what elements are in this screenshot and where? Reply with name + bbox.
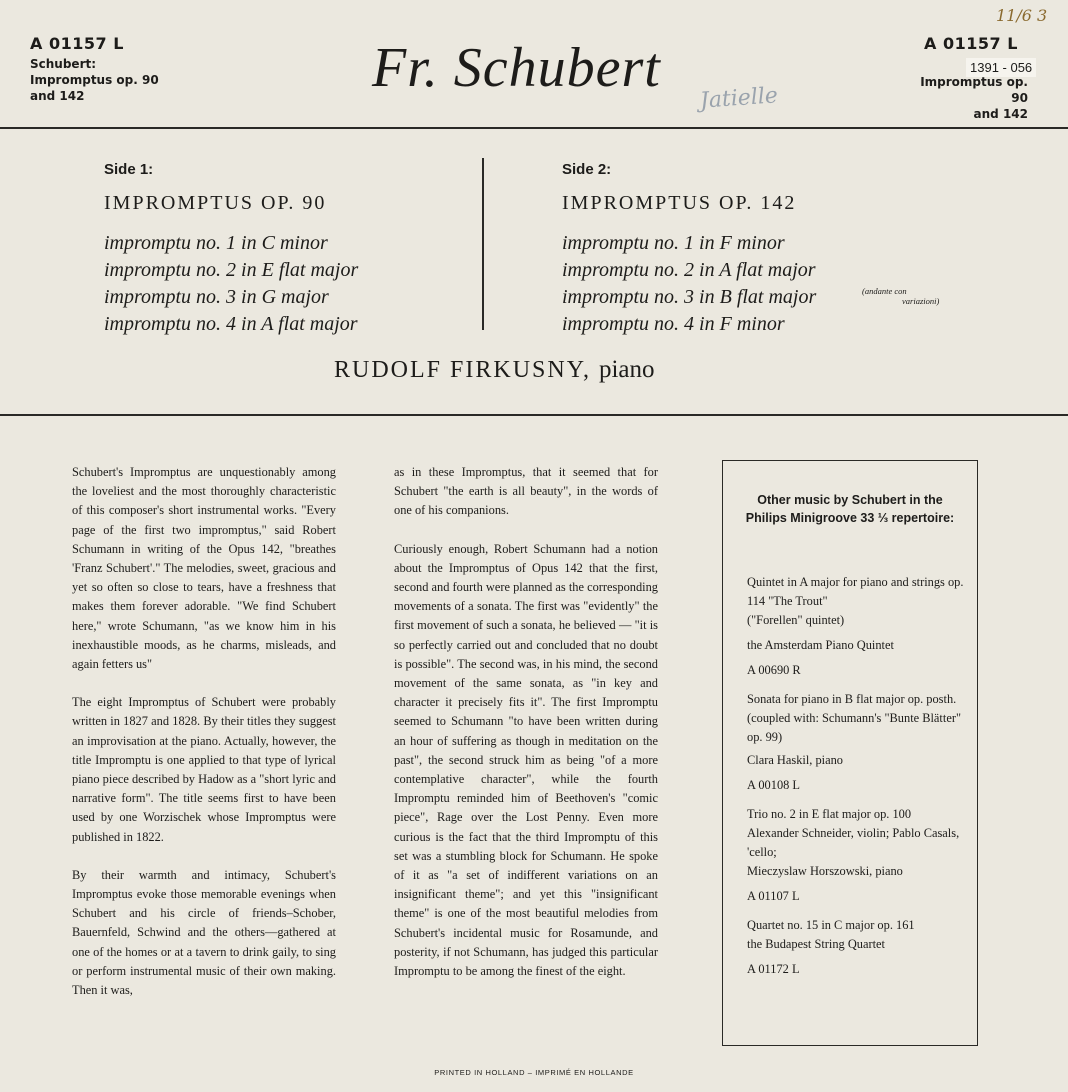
body-divider bbox=[0, 414, 1068, 416]
side2-track: impromptu no. 4 in F minor bbox=[562, 313, 785, 335]
other-music-catalog: A 00108 L bbox=[747, 778, 801, 792]
composer-title: Fr. Schubert bbox=[372, 37, 661, 99]
other-music-item: Quintet in A major for piano and strings op. 114 "The Trout" ("Forellen" quintet) bbox=[747, 575, 964, 627]
performer-instrument: piano bbox=[598, 356, 655, 383]
liner-paragraph: as in these Impromptus, that it seemed that for Schubert "the earth is all beauty", in the words of one of his companions. bbox=[394, 465, 658, 518]
other-music-catalog: A 01172 L bbox=[747, 962, 800, 976]
performer-name: RUDOLF FIRKUSNY, bbox=[334, 357, 591, 383]
side2-opus: IMPROMPTUS OP. 142 bbox=[562, 192, 797, 214]
other-music-catalog: A 00690 R bbox=[747, 663, 801, 677]
price-sticker: 1391 - 056 bbox=[966, 58, 1036, 77]
subtitle-right: Impromptus op. 90 and 142 bbox=[920, 75, 1028, 121]
print-origin-footer: PRINTED IN HOLLAND – IMPRIMÉ EN HOLLANDE bbox=[434, 1068, 634, 1077]
liner-paragraph: The eight Impromptus of Schubert were probably written in 1827 and 1828. By their titles they suggest an improvisation at the piano. Actually, however, the title Impromptu is one applied to that type of lyrical piano piece described by Hadow as a "short lyric and narrative form". The title seems first to have been used by one Worzischek whose Impromptus were published in 1822. bbox=[72, 695, 336, 844]
catalog-number-right: A 01157 L bbox=[924, 34, 1018, 53]
side2-track: impromptu no. 3 in B flat major bbox=[562, 286, 817, 308]
side1-track-list bbox=[104, 230, 358, 338]
side1-track: impromptu no. 4 in A flat major bbox=[104, 313, 358, 335]
liner-paragraph: By their warmth and intimacy, Schubert's Impromptus evoke those memorable evenings when Schubert and his circle of friends–Schober, Bauernfeld, Schwind and the others—gathered at one of the homes or at a tavern to drink gaily, to sing or perform instrumental music of their own making. Then it was, bbox=[72, 867, 336, 998]
other-music-item: Clara Haskil, piano bbox=[747, 753, 844, 767]
handwritten-note: Jatielle bbox=[699, 83, 779, 114]
other-music-item: the Amsterdam Piano Quintet bbox=[747, 638, 894, 652]
side1-track: impromptu no. 1 in C minor bbox=[104, 232, 328, 254]
other-music-box bbox=[722, 460, 978, 1046]
sides-divider bbox=[482, 158, 484, 330]
other-music-heading: Other music by Schubert in the Philips Minigroove 33 ⅓ repertoire: bbox=[745, 493, 955, 525]
header-divider bbox=[0, 127, 1068, 129]
liner-paragraph: Schubert's Impromptus are unquestionably among the loveliest and the most thoroughly characteristic of this composer's short instrumental works. "Every page of the first two impromptus," said Robert Schumann in writing of the Opus 142, "breathes 'Franz Schubert'." The melodies, sweet, gracious and yet so often so close to tears, have a freshness that makes them forever adorable. "We find Schubert here," wrote Schumann, "as we know him in his inexhaustible moods, as he charms, misleads, and again fetters us" bbox=[72, 465, 336, 672]
liner-notes-column-2 bbox=[394, 463, 658, 1000]
performer-credit bbox=[334, 356, 655, 384]
other-music-item: Trio no. 2 in E flat major op. 100 Alexander Schneider, violin; Pablo Casals, 'cello; Mieczyslaw Horszowski, piano bbox=[747, 807, 960, 878]
other-music-list bbox=[747, 573, 965, 979]
side2-track-list bbox=[562, 230, 816, 338]
side2-heading: Side 2: bbox=[562, 161, 612, 178]
side1-track: impromptu no. 3 in G major bbox=[104, 286, 329, 308]
liner-notes-column-1 bbox=[72, 463, 336, 1019]
side1-opus: IMPROMPTUS OP. 90 bbox=[104, 192, 327, 214]
other-music-catalog: A 01107 L bbox=[747, 889, 800, 903]
catalog-number-left: A 01157 L bbox=[30, 34, 124, 53]
handwritten-corner-note: 11/6 3 bbox=[996, 6, 1048, 25]
side1-track: impromptu no. 2 in E flat major bbox=[104, 259, 359, 281]
other-music-item: Quartet no. 15 in C major op. 161 the Budapest String Quartet bbox=[747, 918, 915, 951]
subtitle-left: Schubert: Impromptus op. 90 and 142 bbox=[30, 57, 159, 103]
side2-track: impromptu no. 2 in A flat major bbox=[562, 259, 816, 281]
other-music-item: Sonata for piano in B flat major op. posth. (coupled with: Schumann's "Bunte Blätter" op. 99) bbox=[747, 692, 962, 744]
liner-paragraph: Curiously enough, Robert Schumann had a notion about the Impromptus of Opus 142 that the first, second and fourth were planned as the corresponding movements of a sonata. The first was "evidently" the first movement of such a sonata, he believed — "it is so perfectly carried out and concluded that no doubt is possible". The second was, in his mind, the second movement of the same sonata, as "in key and character it precisely fits it". The first Impromptu seemed to Schumann "to have been written during an hour of suffering as though in meditation on the past", the second struck him as being "of a more contemplative character", while the fourth Impromptu reminded him of Beethoven's "comic piece", Rage over the Lost Penny. Even more curious is the fact that the third Impromptu of this set was a stumbling block for Schumann. He spoke of it as "a set of indifferent variations on an insignificant theme"; and yet this "insignificant theme" is one of the most beautiful melodies from Schubert's incidental music for Rosamunde, and posterity, if not Schumann, has judged this particular Impromptu to be among the finest of the eight. bbox=[394, 541, 658, 979]
side1-heading: Side 1: bbox=[104, 161, 154, 178]
side2-track: impromptu no. 1 in F minor bbox=[562, 232, 785, 254]
side2-track3-note: (andante con variazioni) bbox=[862, 286, 940, 306]
